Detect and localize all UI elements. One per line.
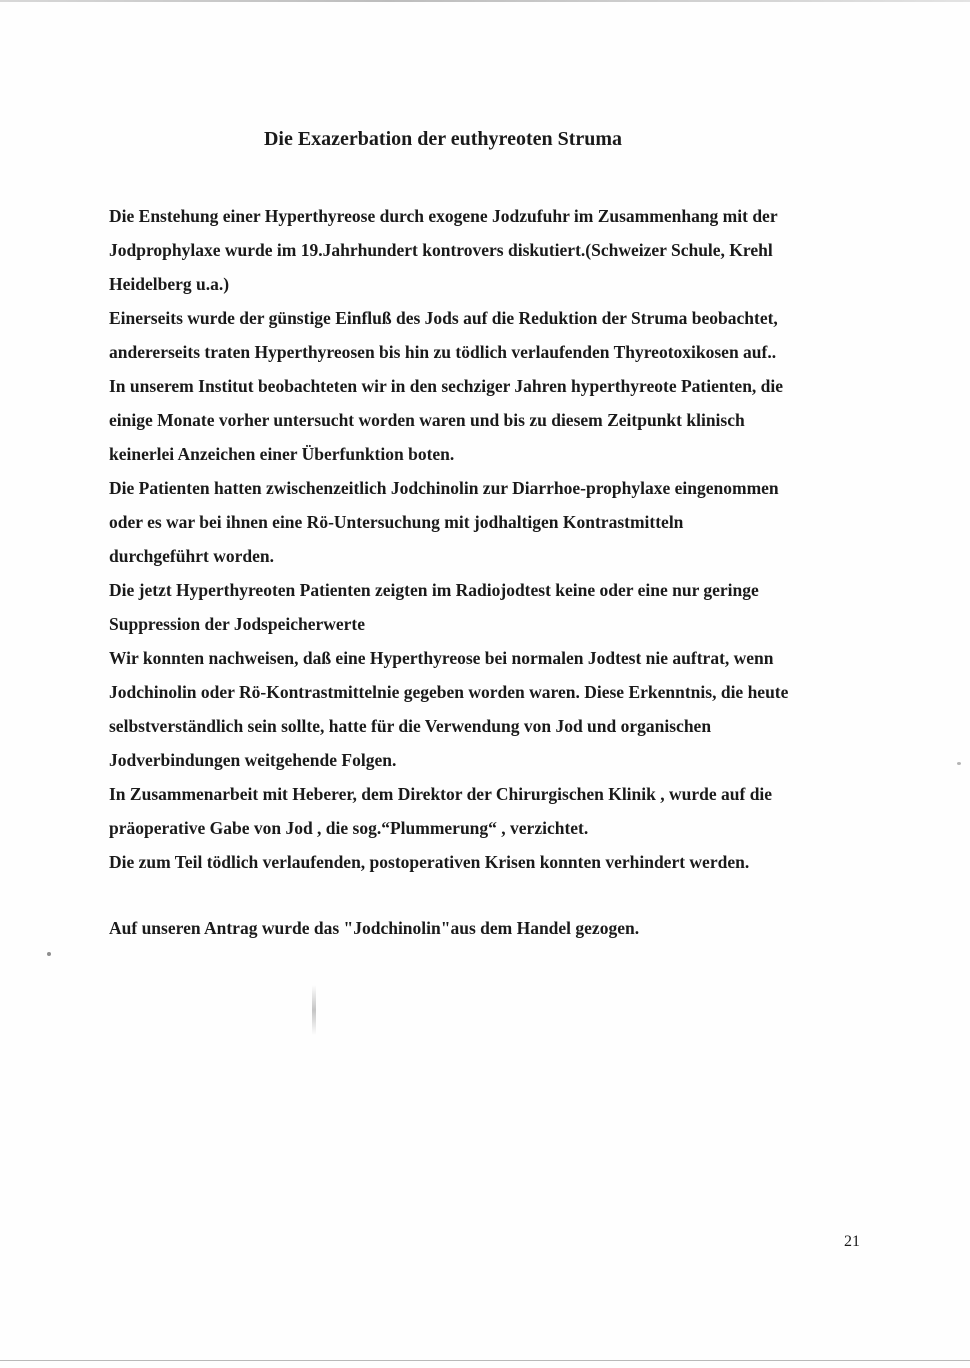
closing-line: Auf unseren Antrag wurde das "Jodchinolin"aus dem Handel gezogen. <box>109 918 640 938</box>
text-line: Heidelberg u.a.) <box>109 274 230 294</box>
text-line: Jodprophylaxe wurde im 19.Jahrhundert kontrovers diskutiert.(Schweizer Schule, Krehl <box>109 240 773 260</box>
scan-edge-bottom <box>0 1360 970 1361</box>
text-line: Jodverbindungen weitgehende Folgen. <box>109 750 397 770</box>
body-text <box>109 199 869 945</box>
text-line: keinerlei Anzeichen einer Überfunktion boten. <box>109 444 455 464</box>
text-line: präoperative Gabe von Jod , die sog.“Plummerung“ , verzichtet. <box>109 818 589 838</box>
page-number: 21 <box>844 1233 860 1250</box>
text-line: Wir konnten nachweisen, daß eine Hyperthyreose bei normalen Jodtest nie auftrat, wenn <box>109 648 774 668</box>
text-line: durchgeführt worden. <box>109 546 274 566</box>
text-line: Suppression der Jodspeicherwerte <box>109 614 366 634</box>
text-line: Jodchinolin oder Rö-Kontrastmittelnie gegeben worden waren. Diese Erkenntnis, die heute <box>109 682 789 702</box>
text-line: Einerseits wurde der günstige Einfluß des Jods auf die Reduktion der Struma beobachtet, <box>109 308 778 328</box>
scan-speck <box>47 952 51 956</box>
text-line: selbstverständlich sein sollte, hatte für die Verwendung von Jod und organischen <box>109 716 712 736</box>
text-line: Die Patienten hatten zwischenzeitlich Jodchinolin zur Diarrhoe-prophylaxe eingenommen <box>109 478 779 498</box>
text-line: In Zusammenarbeit mit Heberer, dem Direktor der Chirurgischen Klinik , wurde auf die <box>109 784 773 804</box>
scan-edge-top <box>0 0 970 2</box>
document-title: Die Exazerbation der euthyreoten Struma <box>263 128 623 150</box>
text-line: andererseits traten Hyperthyreosen bis hin zu tödlich verlaufenden Thyreotoxikosen auf.. <box>109 342 777 362</box>
text-line: In unserem Institut beobachteten wir in den sechziger Jahren hyperthyreote Patienten, die <box>109 376 784 396</box>
text-line: oder es war bei ihnen eine Rö-Untersuchung mit jodhaltigen Kontrastmitteln <box>109 512 684 532</box>
text-line: Die jetzt Hyperthyreoten Patienten zeigten im Radiojodtest keine oder eine nur geringe <box>109 580 759 600</box>
text-line: Die zum Teil tödlich verlaufenden, postoperativen Krisen konnten verhindert werden. <box>109 852 750 872</box>
text-line: Die Enstehung einer Hyperthyreose durch exogene Jodzufuhr im Zusammenhang mit der <box>109 206 778 226</box>
scan-smudge <box>312 985 316 1035</box>
text-line: einige Monate vorher untersucht worden waren und bis zu diesem Zeitpunkt klinisch <box>109 410 745 430</box>
scan-speck <box>957 762 961 765</box>
paragraph-gap <box>109 879 869 911</box>
